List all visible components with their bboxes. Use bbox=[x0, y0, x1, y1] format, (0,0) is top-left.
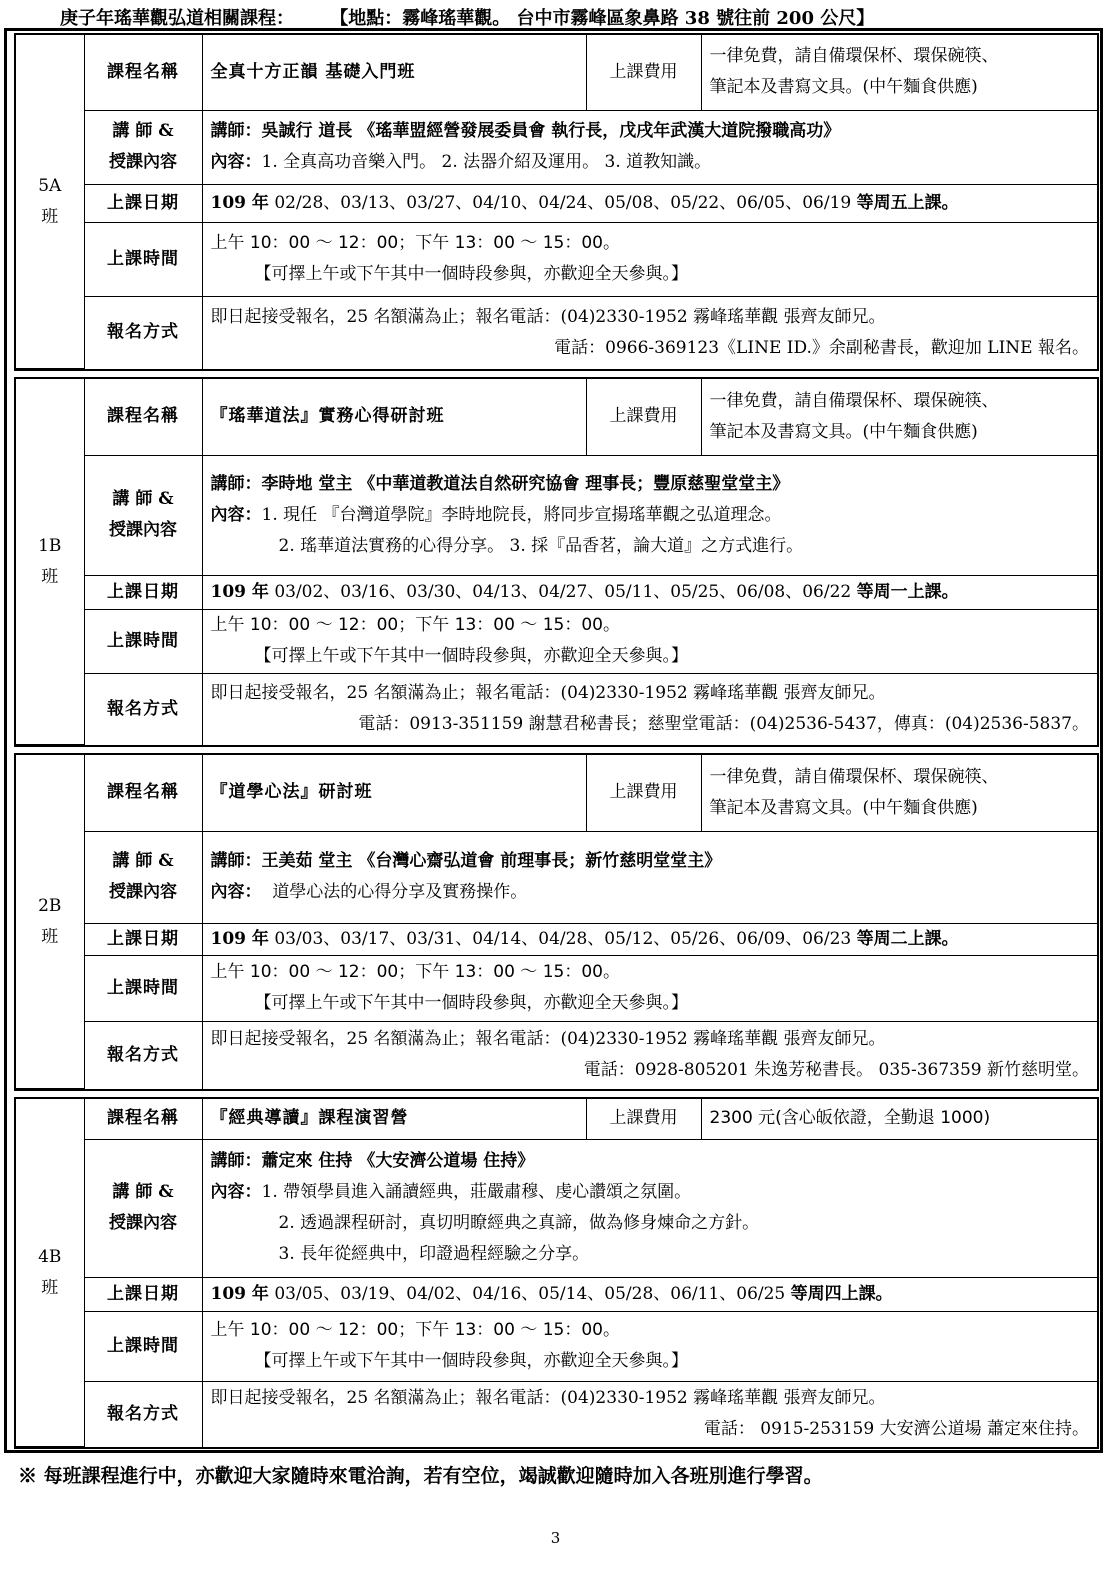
teacher-line: 講師：蕭定來 住持 《大安濟公道場 住持》 bbox=[210, 1151, 535, 1171]
fee-value: 一律免費，請自備環保杯、環保碗筷、 筆記本及書寫文具。(中午麵食供應) bbox=[701, 755, 1097, 831]
signup-value: 即日起接受報名，25 名額滿為止；報名電話：(04)2330-1952 霧峰瑤華觀 張齊友師兄。 電話：0913-351159 謝慧君秘書長；慈聖堂電話：(04)2536-5437，傳真：(04)2536-5837。 bbox=[202, 673, 1097, 745]
signup-label: 報名方式 bbox=[84, 1381, 202, 1447]
date-value: 109 年 03/05、03/19、04/02、04/16、05/14、05/28、06/11、06/25 等周四上課。 bbox=[202, 1277, 1097, 1311]
course-name-label: 課程名稱 bbox=[84, 1099, 202, 1139]
page-header bbox=[60, 4, 874, 30]
class-id: 1B 班 bbox=[16, 379, 84, 745]
fee-value: 一律免費，請自備環保杯、環保碗筷、 筆記本及書寫文具。(中午麵食供應) bbox=[701, 35, 1097, 110]
teacher-line: 講師：李時地 堂主 《中華道教道法自然研究協會 理事長；豐原慈聖堂堂主》 bbox=[210, 473, 790, 494]
header-location: 【地點：霧峰瑤華觀。 台中市霧峰區象鼻路 38 號往前 200 公尺】 bbox=[330, 8, 875, 29]
teacher-label: 講 師 & 授課內容 bbox=[84, 110, 202, 184]
time-value: 上午 10：00 ～ 12：00；下午 13：00 ～ 15：00。 【可擇上午或下午其中一個時段參與，亦歡迎全天參與。】 bbox=[202, 609, 1097, 673]
class-block-5a bbox=[14, 33, 1099, 371]
footnote: ※ 每班課程進行中，亦歡迎大家隨時來電洽詢，若有空位，竭誠歡迎隨時加入各班別進行學習。 bbox=[18, 1465, 823, 1487]
content-line: 內容：1. 現任 『台灣道學院』李時地院長，將同步宣揚瑤華觀之弘道理念。 bbox=[210, 504, 782, 525]
date-value: 109 年 03/02、03/16、03/30、04/13、04/27、05/11、05/25、06/08、06/22 等周一上課。 bbox=[202, 575, 1097, 609]
date-label: 上課日期 bbox=[84, 575, 202, 609]
date-value: 109 年 03/03、03/17、03/31、04/14、04/28、05/12、05/26、06/09、06/23 等周二上課。 bbox=[202, 923, 1097, 955]
content-line: 3. 長年從經典中，印證過程經驗之分享。 bbox=[278, 1244, 590, 1264]
header-title: 庚子年瑤華觀弘道相關課程： bbox=[60, 8, 294, 29]
class-block-1b bbox=[14, 377, 1099, 747]
teacher-label: 講 師 & 授課內容 bbox=[84, 1139, 202, 1277]
class-block-4b bbox=[14, 1097, 1099, 1449]
teacher-content bbox=[202, 831, 1097, 923]
signup-value: 即日起接受報名，25 名額滿為止；報名電話：(04)2330-1952 霧峰瑤華觀 張齊友師兄。 電話：0966-369123《LINE ID.》余副秘書長，歡迎加 LINE 報名。 bbox=[202, 296, 1097, 369]
page-number: 3 bbox=[550, 1529, 561, 1547]
time-label: 上課時間 bbox=[84, 1311, 202, 1381]
signup-label: 報名方式 bbox=[84, 673, 202, 745]
time-value: 上午 10：00 ～ 12：00；下午 13：00 ～ 15：00。 【可擇上午或下午其中一個時段參與，亦歡迎全天參與。】 bbox=[202, 222, 1097, 296]
teacher-label: 講 師 & 授課內容 bbox=[84, 831, 202, 923]
time-label: 上課時間 bbox=[84, 609, 202, 673]
class-id: 2B 班 bbox=[16, 755, 84, 1089]
teacher-label: 講 師 & 授課內容 bbox=[84, 455, 202, 575]
content-line: 內容：1. 帶領學員進入誦讀經典，莊嚴肅穆、虔心讚頌之氛圍。 bbox=[210, 1182, 692, 1202]
fee-label: 上課費用 bbox=[586, 1099, 701, 1139]
teacher-line: 講師：吳誠行 道長 《瑤華盟經營發展委員會 執行長，戊戌年武漢大道院撥職高功》 bbox=[210, 121, 841, 141]
fee-label: 上課費用 bbox=[586, 35, 701, 110]
teacher-content bbox=[202, 455, 1097, 575]
fee-label: 上課費用 bbox=[586, 379, 701, 455]
time-value: 上午 10：00 ～ 12：00；下午 13：00 ～ 15：00。 【可擇上午或下午其中一個時段參與，亦歡迎全天參與。】 bbox=[202, 955, 1097, 1021]
time-label: 上課時間 bbox=[84, 222, 202, 296]
signup-label: 報名方式 bbox=[84, 1021, 202, 1089]
teacher-line: 講師：王美茹 堂主 《台灣心齋弘道會 前理事長；新竹慈明堂堂主》 bbox=[210, 851, 722, 871]
class-block-2b bbox=[14, 753, 1099, 1091]
class-id: 5A 班 bbox=[16, 35, 84, 369]
time-label: 上課時間 bbox=[84, 955, 202, 1021]
course-name-label: 課程名稱 bbox=[84, 755, 202, 831]
course-name: 『經典導讀』課程演習營 bbox=[202, 1099, 586, 1139]
fee-value: 一律免費，請自備環保杯、環保碗筷、 筆記本及書寫文具。(中午麵食供應) bbox=[701, 379, 1097, 455]
course-name: 『道學心法』研討班 bbox=[202, 755, 586, 831]
page-frame bbox=[4, 28, 1103, 1453]
content-line: 2. 透過課程研討，真切明瞭經典之真諦，做為修身煉命之方針。 bbox=[278, 1213, 760, 1233]
class-id: 4B 班 bbox=[16, 1099, 84, 1447]
course-name: 『瑤華道法』實務心得研討班 bbox=[202, 379, 586, 455]
teacher-content bbox=[202, 110, 1097, 184]
content-line: 內容：1. 全真高功音樂入門。 2. 法器介紹及運用。 3. 道教知識。 bbox=[210, 152, 712, 172]
course-name-label: 課程名稱 bbox=[84, 379, 202, 455]
signup-value: 即日起接受報名，25 名額滿為止；報名電話：(04)2330-1952 霧峰瑤華觀 張齊友師兄。 電話：0928-805201 朱逸芳秘書長。 035-367359 新竹慈明堂。 bbox=[202, 1021, 1097, 1089]
signup-value: 即日起接受報名，25 名額滿為止；報名電話：(04)2330-1952 霧峰瑤華觀 張齊友師兄。 電話： 0915-253159 大安濟公道場 蕭定來住持。 bbox=[202, 1381, 1097, 1447]
course-name-label: 課程名稱 bbox=[84, 35, 202, 110]
date-label: 上課日期 bbox=[84, 184, 202, 222]
date-label: 上課日期 bbox=[84, 1277, 202, 1311]
course-name: 全真十方正韻 基礎入門班 bbox=[202, 35, 586, 110]
content-line: 內容： 道學心法的心得分享及實務操作。 bbox=[210, 882, 528, 902]
date-value: 109 年 02/28、03/13、03/27、04/10、04/24、05/08、05/22、06/05、06/19 等周五上課。 bbox=[202, 184, 1097, 222]
fee-value: 2300 元(含心皈依證，全勤退 1000) bbox=[701, 1099, 1097, 1139]
teacher-content bbox=[202, 1139, 1097, 1277]
fee-label: 上課費用 bbox=[586, 755, 701, 831]
date-label: 上課日期 bbox=[84, 923, 202, 955]
signup-label: 報名方式 bbox=[84, 296, 202, 369]
time-value: 上午 10：00 ～ 12：00；下午 13：00 ～ 15：00。 【可擇上午或下午其中一個時段參與，亦歡迎全天參與。】 bbox=[202, 1311, 1097, 1381]
content-line: 2. 瑤華道法實務的心得分享。 3. 採『品香茗，論大道』之方式進行。 bbox=[278, 535, 804, 556]
